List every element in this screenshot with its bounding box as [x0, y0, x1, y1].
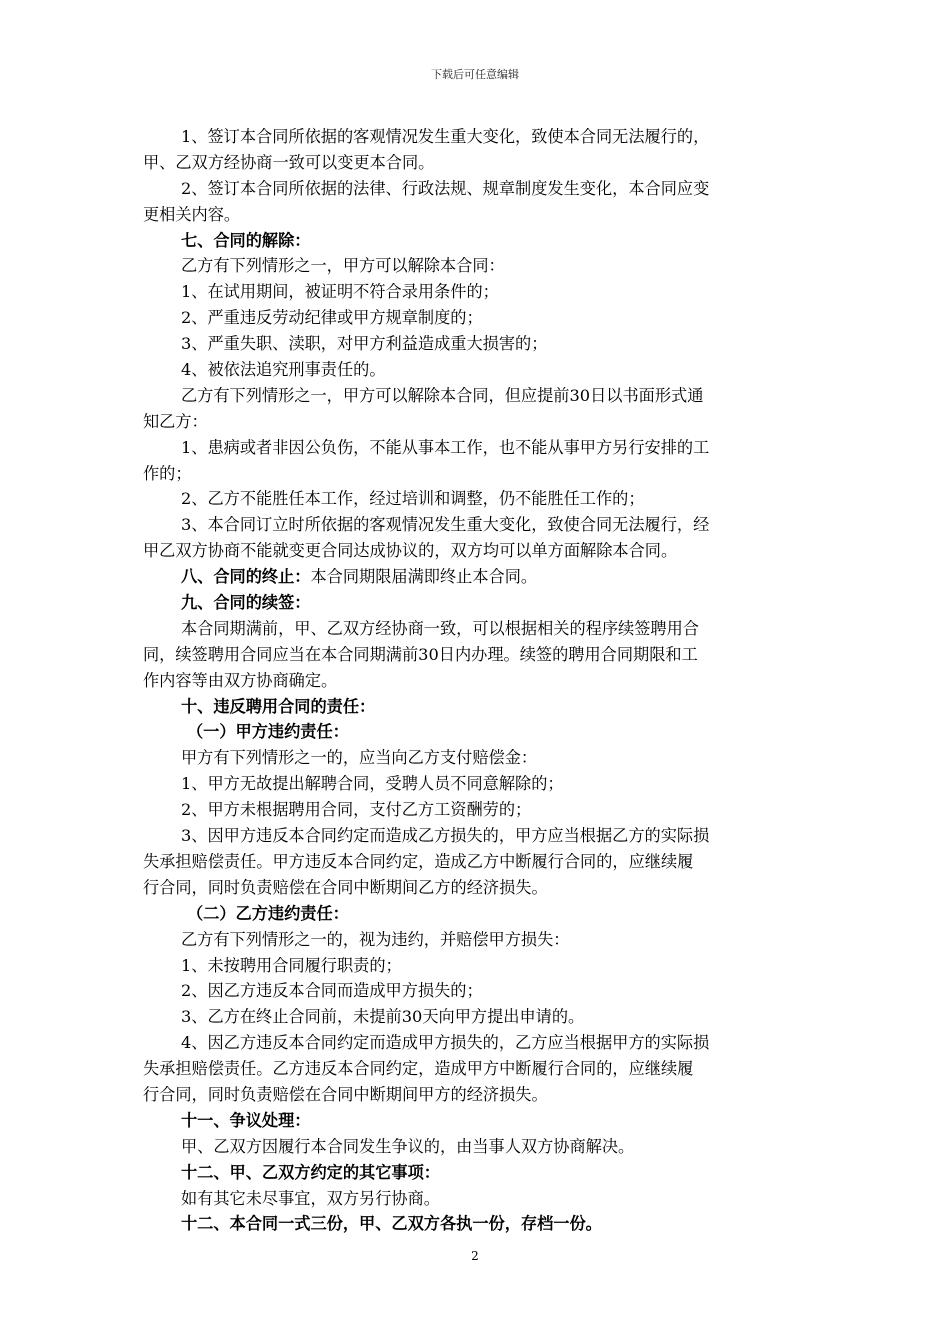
- text-line: 2、甲方未根据聘用合同，支付乙方工资酬劳的；: [181, 800, 532, 820]
- text-line: 甲方有下列情形之一的，应当向乙方支付赔偿金：: [181, 748, 538, 768]
- text-line: 乙方有下列情形之一，甲方可以解除本合同：: [181, 256, 505, 276]
- section-heading: 九、合同的续签：: [181, 593, 311, 613]
- text-line: 知乙方：: [143, 411, 208, 431]
- section-heading: （一）甲方违约责任：: [187, 722, 349, 742]
- text-line: 乙方有下列情形之一，甲方可以解除本合同，但应提前30日以书面形式通: [181, 385, 704, 405]
- document-body: [143, 124, 807, 1237]
- section-heading: 十一、争议处理：: [181, 1110, 311, 1130]
- section-heading: 十二、本合同一式三份，甲、乙双方各执一份，存档一份。: [181, 1214, 602, 1234]
- text-line: 行合同，同时负责赔偿在合同中断期间乙方的经济损失。: [143, 877, 548, 897]
- text-line: 4、因乙方违反本合同约定而造成甲方损失的，乙方应当根据甲方的实际损: [181, 1033, 710, 1053]
- section-heading: 七、合同的解除：: [181, 230, 311, 250]
- text-line: 甲乙双方协商不能就变更合同达成协议的，双方均可以单方面解除本合同。: [143, 541, 678, 561]
- section-heading: （二）乙方违约责任：: [187, 903, 349, 923]
- text-line: 1、甲方无故提出解聘合同，受聘人员不同意解除的；: [181, 774, 564, 794]
- text-line: 1、签订本合同所依据的客观情况发生重大变化，致使本合同无法履行的，: [181, 127, 710, 146]
- text-line: 甲、乙双方因履行本合同发生争议的，由当事人双方协商解决。: [181, 1136, 635, 1156]
- text-line: 行合同，同时负责赔偿在合同中断期间甲方的经济损失。: [143, 1084, 548, 1104]
- text-line: 2、乙方不能胜任本工作，经过培训和调整，仍不能胜任工作的；: [181, 489, 645, 509]
- text-line: 1、患病或者非因公负伤，不能从事本工作，也不能从事甲方另行安排的工: [181, 437, 710, 457]
- text-line: 甲、乙双方经协商一致可以变更本合同。: [143, 152, 435, 172]
- text-line: 2、签订本合同所依据的法律、行政法规、规章制度发生变化，本合同应变: [181, 178, 710, 198]
- text-line: 3、因甲方违反本合同约定而造成乙方损失的，甲方应当根据乙方的实际损: [181, 826, 710, 846]
- text-line: 3、乙方在终止合同前，未提前30天向甲方提出申请的。: [181, 1007, 585, 1027]
- text-line: 1、在试用期间，被证明不符合录用条件的；: [181, 282, 499, 302]
- section-heading: 十、违反聘用合同的责任：: [181, 696, 376, 716]
- text-line: 作内容等由双方协商确定。: [143, 670, 338, 690]
- text-line: 作的；: [143, 463, 192, 483]
- text-line: 1、未按聘用合同履行职责的；: [181, 955, 402, 975]
- page-number: 2: [471, 1249, 479, 1263]
- text-line: 同，续签聘用合同应当在本合同期满前30日内办理。续签的聘用合同期限和工: [143, 644, 698, 664]
- text-line: 更相关内容。: [143, 204, 241, 224]
- page-header: 下载后可任意编辑: [431, 68, 519, 81]
- text-line: 4、被依法追究刑事责任的。: [181, 360, 386, 380]
- text-line: 3、本合同订立时所依据的客观情况发生重大变化，致使合同无法履行，经: [181, 515, 710, 535]
- section-text: 本合同期限届满即终止本合同。: [310, 567, 538, 587]
- section-heading: 十二、甲、乙双方约定的其它事项：: [181, 1162, 440, 1182]
- section-heading: 八、合同的终止：: [181, 567, 311, 587]
- text-line: 如有其它未尽事宜，双方另行协商。: [181, 1188, 440, 1208]
- text-line: 2、严重违反劳动纪律或甲方规章制度的；: [181, 308, 483, 328]
- text-line: 失承担赔偿责任。甲方违反本合同约定，造成乙方中断履行合同的，应继续履: [143, 851, 694, 871]
- text-line: 3、严重失职、渎职，对甲方利益造成重大损害的；: [181, 334, 548, 354]
- text-line: 本合同期满前，甲、乙双方经协商一致，可以根据相关的程序续签聘用合: [181, 618, 699, 638]
- text-line: 乙方有下列情形之一的，视为违约，并赔偿甲方损失：: [181, 929, 570, 949]
- text-line: 失承担赔偿责任。乙方违反本合同约定，造成甲方中断履行合同的，应继续履: [143, 1059, 694, 1079]
- text-line: [143, 564, 807, 590]
- text-line: 2、因乙方违反本合同而造成甲方损失的；: [181, 981, 483, 1001]
